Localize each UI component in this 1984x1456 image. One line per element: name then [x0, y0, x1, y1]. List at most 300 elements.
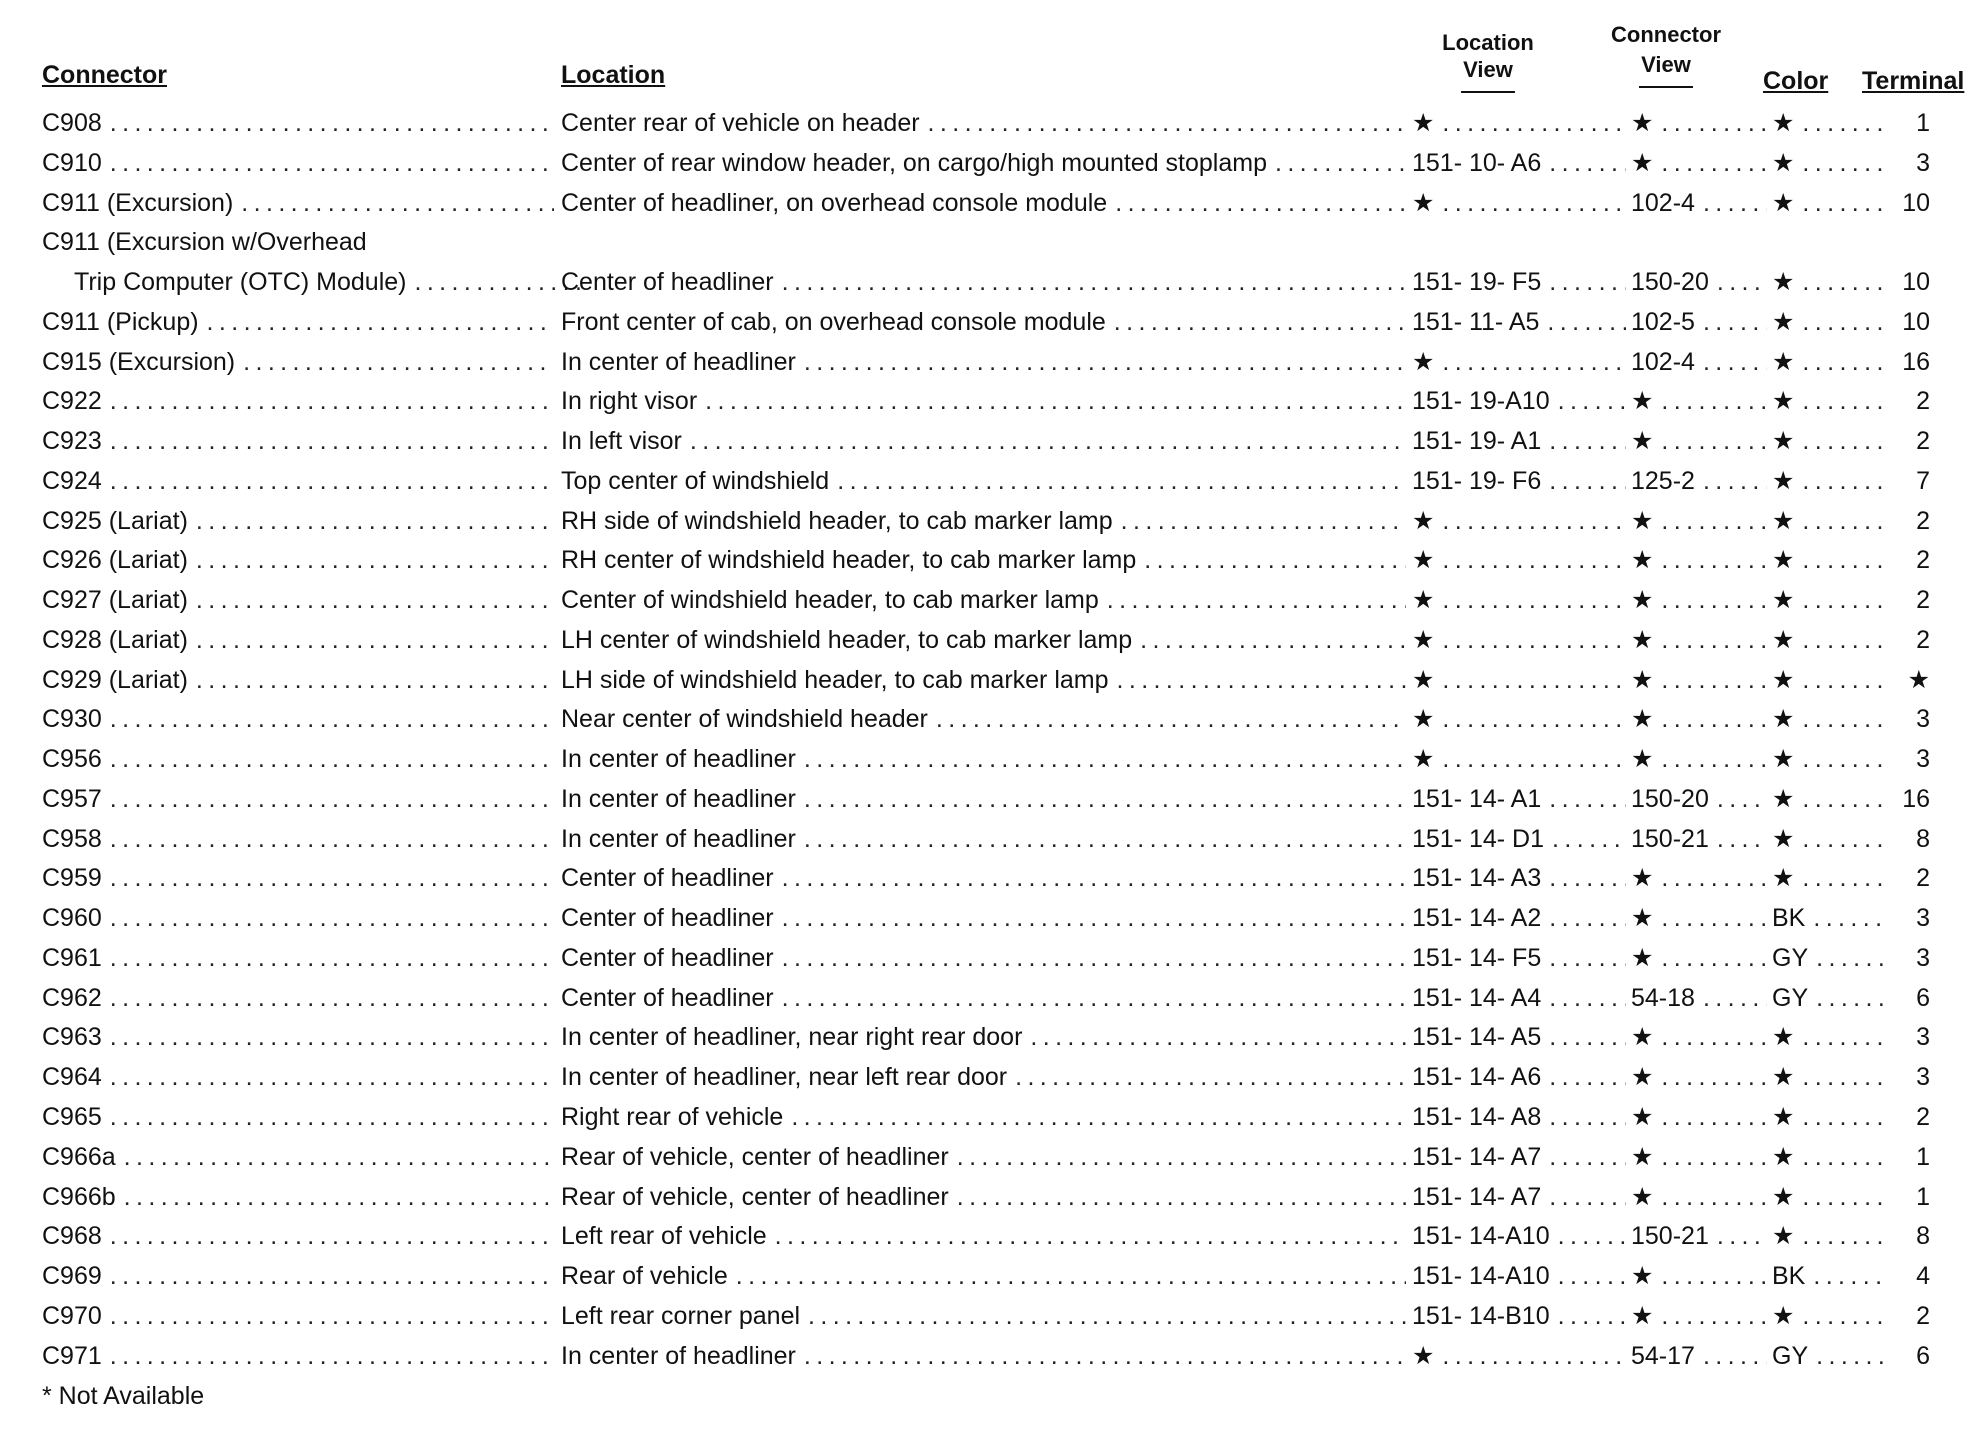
- color-cell: [1772, 145, 1884, 181]
- dot-leader: [1549, 423, 1626, 459]
- dot-leader: [196, 662, 554, 698]
- dot-leader: [1802, 821, 1884, 857]
- location-view-cell-text: 151- 10- A6: [1412, 148, 1542, 177]
- dot-leader: [1442, 542, 1626, 578]
- color-cell-text: ★: [1772, 784, 1795, 813]
- connector-view-cell-text: 150-20: [1631, 268, 1709, 297]
- table-row: [0, 1139, 1984, 1175]
- color-cell: [1772, 542, 1884, 578]
- dot-leader: [110, 940, 554, 976]
- color-cell: [1772, 662, 1884, 698]
- color-cell: [1772, 1059, 1884, 1095]
- location-view-cell-text: ★: [1412, 188, 1435, 217]
- location-view-cell: [1412, 701, 1626, 737]
- table-row: [0, 1059, 1984, 1095]
- location-cell: [561, 423, 1406, 459]
- connector-cell: [42, 1298, 554, 1334]
- connector-cell-text: C915 (Excursion): [42, 347, 236, 376]
- dot-leader: [110, 1298, 554, 1334]
- location-cell: [561, 662, 1406, 698]
- location-view-cell-text: 151- 14- A8: [1412, 1103, 1542, 1131]
- location-view-cell-text: 151- 14-A10: [1412, 1262, 1550, 1291]
- dot-leader: [1552, 821, 1626, 857]
- terminal-cell-text: 3: [1916, 148, 1930, 177]
- table-row: [0, 264, 1984, 300]
- dot-leader: [1816, 980, 1884, 1016]
- color-cell: [1772, 781, 1884, 817]
- dot-leader: [1802, 145, 1884, 181]
- dot-leader: [1661, 1179, 1767, 1215]
- connector-view-cell-text: ★: [1631, 586, 1654, 615]
- location-cell-text: In left visor: [561, 427, 682, 456]
- dot-leader: [1558, 1298, 1626, 1334]
- dot-leader: [928, 105, 1406, 141]
- table-row: [0, 423, 1984, 459]
- dot-leader: [1549, 1019, 1626, 1055]
- dot-leader: [1558, 1218, 1626, 1254]
- dot-leader: [1661, 860, 1767, 896]
- terminal-cell-text: 2: [1916, 546, 1930, 575]
- terminal-cell: [1880, 185, 1930, 221]
- dot-leader: [1549, 1139, 1626, 1175]
- dot-leader: [110, 741, 554, 777]
- color-cell: [1772, 1179, 1884, 1215]
- connector-view-cell-text: 102-5: [1631, 307, 1695, 336]
- table-row: [0, 1099, 1984, 1135]
- connector-view-cell: [1631, 860, 1767, 896]
- location-view-cell-text: 151- 14- F5: [1412, 943, 1542, 972]
- color-cell: [1772, 185, 1884, 221]
- connector-cell: [42, 1179, 554, 1215]
- terminal-cell-text: 2: [1916, 1301, 1930, 1330]
- location-cell-text: In center of headliner: [561, 347, 796, 376]
- terminal-cell: [1880, 1338, 1930, 1374]
- connector-view-cell-text: ★: [1631, 506, 1654, 535]
- connector-cell-text: C922: [42, 387, 102, 416]
- dot-leader: [804, 741, 1406, 777]
- dot-leader: [1802, 741, 1884, 777]
- connector-view-cell-text: 102-4: [1631, 188, 1695, 217]
- dot-leader: [1802, 582, 1884, 618]
- dot-leader: [110, 701, 554, 737]
- dot-leader: [1802, 1298, 1884, 1334]
- location-cell-text: Top center of windshield: [561, 466, 830, 495]
- dot-leader: [207, 304, 554, 340]
- color-cell-text: BK: [1772, 904, 1806, 933]
- connector-cell: [42, 860, 554, 896]
- location-cell: [561, 264, 1406, 300]
- color-cell-text: ★: [1772, 307, 1795, 336]
- dot-leader: [1558, 383, 1626, 419]
- dot-leader: [1703, 185, 1767, 221]
- dot-leader: [1547, 304, 1626, 340]
- connector-cell-text: C969: [42, 1262, 102, 1291]
- dot-leader: [1549, 264, 1626, 300]
- color-cell-text: ★: [1772, 1182, 1795, 1211]
- color-cell: [1772, 741, 1884, 777]
- dot-leader: [1661, 145, 1767, 181]
- connector-view-cell-text: ★: [1631, 1103, 1654, 1131]
- table-row: [0, 1218, 1984, 1254]
- location-cell-text: In center of headliner: [561, 824, 796, 853]
- location-cell-text: LH center of windshield header, to cab marker lamp: [561, 625, 1133, 654]
- connector-cell-text: C959: [42, 864, 102, 893]
- dot-leader: [1442, 741, 1626, 777]
- connector-cell-text: C908: [42, 109, 102, 137]
- terminal-cell-text: 10: [1902, 268, 1930, 297]
- dot-leader: [1661, 423, 1767, 459]
- connector-cell: [42, 741, 554, 777]
- connector-cell-text: C963: [42, 1023, 102, 1052]
- connector-view-cell: [1631, 1218, 1767, 1254]
- connector-cell-text: C956: [42, 745, 102, 774]
- connector-cell: [42, 622, 554, 658]
- dot-leader: [110, 1019, 554, 1055]
- table-row-continued: [0, 224, 1984, 260]
- color-cell-text: ★: [1772, 705, 1795, 734]
- location-cell: [561, 1258, 1406, 1294]
- connector-view-cell: [1631, 503, 1767, 539]
- terminal-cell: [1880, 1258, 1930, 1294]
- location-cell: [561, 821, 1406, 857]
- connector-view-cell-text: ★: [1631, 904, 1654, 933]
- location-view-cell: [1412, 423, 1626, 459]
- dot-leader: [1661, 105, 1767, 141]
- connector-cell: [42, 542, 554, 578]
- location-view-cell: [1412, 821, 1626, 857]
- connector-view-cell-text: ★: [1631, 1023, 1654, 1052]
- terminal-cell: [1880, 423, 1930, 459]
- location-view-cell: [1412, 940, 1626, 976]
- location-cell: [561, 185, 1406, 221]
- connector-cell: [42, 781, 554, 817]
- dot-leader: [1661, 701, 1767, 737]
- dot-leader: [804, 821, 1406, 857]
- terminal-cell-text: 1: [1916, 1142, 1930, 1171]
- location-cell: [561, 1338, 1406, 1374]
- terminal-cell: [1880, 1059, 1930, 1095]
- connector-cell: [42, 821, 554, 857]
- dot-leader: [110, 1218, 554, 1254]
- location-view-cell-text: 151- 19- A1: [1412, 427, 1542, 456]
- dot-leader: [775, 1218, 1406, 1254]
- table-row: [0, 383, 1984, 419]
- location-cell: [561, 1099, 1406, 1135]
- location-view-cell-text: ★: [1412, 705, 1435, 734]
- terminal-cell-text: 2: [1916, 586, 1930, 615]
- color-cell-text: ★: [1772, 1103, 1795, 1131]
- color-cell: [1772, 1218, 1884, 1254]
- dot-leader: [1802, 304, 1884, 340]
- location-view-cell: [1412, 1019, 1626, 1055]
- table-row: [0, 940, 1984, 976]
- connector-cell: [42, 1059, 554, 1095]
- dot-leader: [110, 423, 554, 459]
- terminal-cell-text: 2: [1916, 625, 1930, 654]
- terminal-cell: [1880, 622, 1930, 658]
- color-cell: [1772, 1099, 1884, 1135]
- table-row: [0, 1019, 1984, 1055]
- table-row: [0, 781, 1984, 817]
- terminal-cell: [1880, 383, 1930, 419]
- terminal-cell: [1880, 344, 1930, 380]
- dot-leader: [782, 264, 1406, 300]
- dot-leader: [1661, 1059, 1767, 1095]
- header-connector-view-line1: Connector: [1611, 22, 1721, 47]
- dot-leader: [1549, 980, 1626, 1016]
- color-cell: [1772, 463, 1884, 499]
- connector-view-cell-text: ★: [1631, 864, 1654, 893]
- dot-leader: [1107, 582, 1406, 618]
- dot-leader: [1115, 185, 1406, 221]
- connector-cell-text: C925 (Lariat): [42, 506, 188, 535]
- connector-cell: [42, 701, 554, 737]
- color-cell: [1772, 383, 1884, 419]
- connector-view-cell: [1631, 980, 1767, 1016]
- dot-leader: [1442, 1338, 1626, 1374]
- location-view-cell: [1412, 1298, 1626, 1334]
- color-cell-text: ★: [1772, 148, 1795, 177]
- dot-leader: [1114, 304, 1406, 340]
- location-view-cell-text: ★: [1412, 745, 1435, 774]
- connector-view-cell-text: ★: [1631, 1301, 1654, 1330]
- connector-view-cell: [1631, 383, 1767, 419]
- color-cell: [1772, 622, 1884, 658]
- connector-view-cell: [1631, 741, 1767, 777]
- table-row: [0, 344, 1984, 380]
- table-row: [0, 622, 1984, 658]
- connector-cell: [42, 980, 554, 1016]
- dot-leader: [1661, 1099, 1767, 1135]
- dot-leader: [1661, 1258, 1767, 1294]
- connector-view-cell-text: 125-2: [1631, 466, 1695, 495]
- connector-cell-text: C911 (Pickup): [42, 307, 199, 336]
- terminal-cell: [1880, 145, 1930, 181]
- table-row: [0, 821, 1984, 857]
- location-view-cell: [1412, 344, 1626, 380]
- terminal-cell-text: 3: [1916, 943, 1930, 972]
- dot-leader: [196, 542, 554, 578]
- location-cell-text: Center rear of vehicle on header: [561, 109, 920, 137]
- connector-view-cell-text: ★: [1631, 705, 1654, 734]
- terminal-cell: [1880, 900, 1930, 936]
- table-row: [0, 1179, 1984, 1215]
- table-row: [0, 1258, 1984, 1294]
- dot-leader: [1442, 582, 1626, 618]
- location-view-cell: [1412, 1218, 1626, 1254]
- connector-cell-text: C957: [42, 784, 102, 813]
- connector-cell-text: C961: [42, 943, 102, 972]
- location-view-cell-text: 151- 14- A6: [1412, 1063, 1542, 1092]
- dot-leader: [1442, 185, 1626, 221]
- table-row: [0, 145, 1984, 181]
- dot-leader: [736, 1258, 1406, 1294]
- dot-leader: [110, 821, 554, 857]
- location-cell: [561, 542, 1406, 578]
- dot-leader: [782, 860, 1406, 896]
- location-cell: [561, 1218, 1406, 1254]
- terminal-cell-text: 1: [1916, 1182, 1930, 1211]
- dot-leader: [110, 980, 554, 1016]
- location-cell: [561, 1298, 1406, 1334]
- dot-leader: [1661, 542, 1767, 578]
- location-view-cell: [1412, 1099, 1626, 1135]
- location-view-cell: [1412, 900, 1626, 936]
- location-cell-text: Rear of vehicle: [561, 1262, 728, 1291]
- connector-view-cell: [1631, 821, 1767, 857]
- dot-leader: [1015, 1059, 1406, 1095]
- terminal-cell: [1880, 542, 1930, 578]
- dot-leader: [1661, 662, 1767, 698]
- terminal-cell: [1880, 503, 1930, 539]
- dot-leader: [1802, 344, 1884, 380]
- location-cell: [561, 344, 1406, 380]
- location-view-cell: [1412, 185, 1626, 221]
- location-cell: [561, 980, 1406, 1016]
- location-view-cell-text: ★: [1412, 1341, 1435, 1370]
- dot-leader: [1703, 980, 1767, 1016]
- dot-leader: [1802, 622, 1884, 658]
- location-cell-text: Center of headliner: [561, 864, 774, 893]
- dot-leader: [1549, 145, 1626, 181]
- header-location-view-line2: View: [1463, 57, 1513, 82]
- location-view-cell-text: 151- 14-B10: [1412, 1301, 1550, 1330]
- terminal-cell-text: 10: [1902, 188, 1930, 217]
- terminal-cell: [1880, 1019, 1930, 1055]
- terminal-cell-text: 7: [1916, 466, 1930, 495]
- dot-leader: [1661, 741, 1767, 777]
- dot-leader: [124, 1179, 554, 1215]
- dot-leader: [1549, 463, 1626, 499]
- header-connector: Connector: [42, 61, 167, 89]
- color-cell: [1772, 582, 1884, 618]
- connector-cell-text: C964: [42, 1063, 102, 1092]
- dot-leader: [1802, 781, 1884, 817]
- table-row: [0, 105, 1984, 141]
- location-view-cell-text: 151- 14- A2: [1412, 904, 1542, 933]
- location-cell-text: RH center of windshield header, to cab marker lamp: [561, 546, 1137, 575]
- location-view-cell-text: 151- 19- F5: [1412, 268, 1542, 297]
- color-cell: [1772, 980, 1884, 1016]
- location-view-cell: [1412, 145, 1626, 181]
- color-cell: [1772, 105, 1884, 141]
- location-cell-text: Right rear of vehicle: [561, 1103, 784, 1131]
- terminal-cell-text: 8: [1916, 824, 1930, 853]
- connector-view-cell-text: 150-20: [1631, 784, 1709, 813]
- location-view-cell: [1412, 1059, 1626, 1095]
- header-terminal: Terminal: [1862, 67, 1965, 95]
- connector-cell-text: C965: [42, 1103, 102, 1131]
- connector-view-cell-text: ★: [1631, 1262, 1654, 1291]
- dot-leader: [1802, 105, 1884, 141]
- dot-leader: [1549, 1179, 1626, 1215]
- connector-cell: [42, 900, 554, 936]
- location-cell-text: Center of rear window header, on cargo/high mounted stoplamp: [561, 148, 1267, 177]
- connector-view-cell-text: ★: [1631, 1182, 1654, 1211]
- color-cell-text: ★: [1772, 268, 1795, 297]
- connector-view-cell-text: ★: [1631, 665, 1654, 694]
- dot-leader: [1144, 542, 1406, 578]
- color-cell-text: ★: [1772, 1023, 1795, 1052]
- dot-leader: [782, 980, 1406, 1016]
- color-cell: [1772, 423, 1884, 459]
- terminal-cell-text: ★: [1907, 665, 1930, 694]
- color-cell-text: ★: [1772, 625, 1795, 654]
- location-view-cell: [1412, 662, 1626, 698]
- dot-leader: [690, 423, 1406, 459]
- connector-cell: [42, 940, 554, 976]
- connector-cell-text: C910: [42, 148, 102, 177]
- connector-view-cell-text: ★: [1631, 1063, 1654, 1092]
- location-cell-text: In center of headliner, near right rear door: [561, 1023, 1023, 1052]
- location-view-cell-text: ★: [1412, 506, 1435, 535]
- location-cell: [561, 1019, 1406, 1055]
- dot-leader: [1661, 582, 1767, 618]
- color-cell: [1772, 860, 1884, 896]
- connector-cell-text: C966a: [42, 1142, 116, 1171]
- connector-view-cell: [1631, 781, 1767, 817]
- dot-leader: [1802, 1139, 1884, 1175]
- location-cell: [561, 781, 1406, 817]
- table-row: [0, 980, 1984, 1016]
- dot-leader: [1802, 185, 1884, 221]
- location-view-cell-text: ★: [1412, 586, 1435, 615]
- table-row: [0, 503, 1984, 539]
- dot-leader: [791, 1099, 1406, 1135]
- connector-cell: [42, 224, 554, 260]
- dot-leader: [705, 383, 1406, 419]
- dot-leader: [1661, 503, 1767, 539]
- location-view-cell-text: ★: [1412, 546, 1435, 575]
- dot-leader: [243, 344, 554, 380]
- dot-leader: [241, 185, 554, 221]
- connector-cell-text: C929 (Lariat): [42, 665, 188, 694]
- dot-leader: [1816, 940, 1884, 976]
- color-cell-text: ★: [1772, 466, 1795, 495]
- dot-leader: [1717, 821, 1767, 857]
- color-cell: [1772, 900, 1884, 936]
- color-cell: [1772, 304, 1884, 340]
- dot-leader: [1661, 1019, 1767, 1055]
- connector-cell: [42, 582, 554, 618]
- color-cell-text: GY: [1772, 1341, 1809, 1370]
- connector-view-cell: [1631, 701, 1767, 737]
- location-view-cell-text: ★: [1412, 625, 1435, 654]
- color-cell-text: ★: [1772, 1142, 1795, 1171]
- dot-leader: [1117, 662, 1406, 698]
- color-cell-text: ★: [1772, 824, 1795, 853]
- color-cell: [1772, 344, 1884, 380]
- header-location-view-rule: [1461, 91, 1515, 93]
- connector-view-cell: [1631, 542, 1767, 578]
- location-view-cell-text: 151- 11- A5: [1412, 307, 1540, 336]
- terminal-cell-text: 1: [1916, 109, 1930, 137]
- dot-leader: [1275, 145, 1406, 181]
- connector-cell: [42, 304, 554, 340]
- location-cell: [561, 304, 1406, 340]
- location-view-cell-text: 151- 14- D1: [1412, 824, 1545, 853]
- dot-leader: [1661, 940, 1767, 976]
- terminal-cell: [1880, 980, 1930, 1016]
- dot-leader: [196, 503, 554, 539]
- dot-leader: [1442, 701, 1626, 737]
- location-view-cell: [1412, 105, 1626, 141]
- dot-leader: [110, 781, 554, 817]
- dot-leader: [110, 463, 554, 499]
- connector-cell-text: C911 (Excursion): [42, 188, 234, 217]
- connector-view-cell: [1631, 662, 1767, 698]
- dot-leader: [804, 344, 1406, 380]
